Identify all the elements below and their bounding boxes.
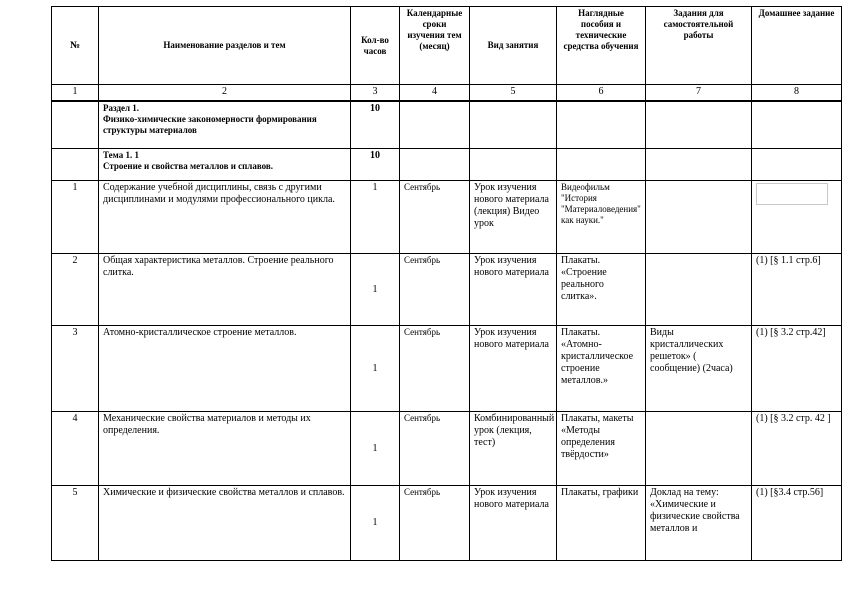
row-self: Доклад на тему: «Химические и физические свойства металлов и — [646, 486, 752, 561]
row-hours: 1 — [351, 412, 400, 486]
col-number: 4 — [400, 85, 470, 101]
row-aids: Плакаты. «Атомно-кристаллическое строение металлов.» — [557, 326, 646, 412]
section-row — [52, 101, 842, 149]
section-title: Раздел 1. — [103, 102, 140, 113]
row-home — [752, 181, 842, 254]
row-home: (1) [§3.4 стр.56] — [752, 486, 842, 561]
col-number: 3 — [351, 85, 400, 101]
row-home: (1) [§ 3.2 стр. 42 ] — [752, 412, 842, 486]
row-name: Общая характеристика металлов. Строение реального слитка. — [99, 254, 351, 326]
row-self — [646, 181, 752, 254]
row-type: Урок изучения нового материала — [470, 326, 557, 412]
row-self: Виды кристаллических решеток» ( сообщение) (2часа) — [646, 326, 752, 412]
header-self: Задания для самостоятельной работы — [646, 7, 752, 85]
col-number: 1 — [52, 85, 99, 101]
row-month: Сентябрь — [400, 254, 470, 326]
row-number: 5 — [52, 486, 99, 561]
row-hours: 1 — [351, 326, 400, 412]
table-row — [52, 412, 842, 486]
row-type: Урок изучения нового материала (лекция) Видео урок — [470, 181, 557, 254]
col-number: 2 — [99, 85, 351, 101]
row-month: Сентябрь — [400, 412, 470, 486]
row-home: (1) [§ 3.2 стр.42] — [752, 326, 842, 412]
header-home: Домашнее задание — [752, 7, 842, 85]
section-cell — [99, 101, 351, 149]
row-aids: Плакаты, макеты «Методы определения твёрдости» — [557, 412, 646, 486]
topic-row — [52, 149, 842, 181]
row-aids: Плакаты. «Строение реального слитка». — [557, 254, 646, 326]
header-hours: Кол-во часов — [351, 7, 400, 85]
row-month: Сентябрь — [400, 181, 470, 254]
curriculum-table — [51, 6, 842, 561]
header-num: № — [52, 7, 99, 85]
row-hours: 1 — [351, 181, 400, 254]
row-month: Сентябрь — [400, 486, 470, 561]
row-hours: 1 — [351, 254, 400, 326]
column-number-row — [52, 85, 842, 101]
section-hours: 10 — [351, 101, 400, 149]
row-self — [646, 254, 752, 326]
row-type: Урок изучения нового материала — [470, 254, 557, 326]
row-name: Атомно-кристаллическое строение металлов. — [99, 326, 351, 412]
row-number: 4 — [52, 412, 99, 486]
row-self — [646, 412, 752, 486]
row-number: 3 — [52, 326, 99, 412]
row-hours: 1 — [351, 486, 400, 561]
row-name: Механические свойства материалов и методы их определения. — [99, 412, 351, 486]
col-number: 8 — [752, 85, 842, 101]
header-row — [52, 7, 842, 85]
row-name: Содержание учебной дисциплины, связь с другими дисциплинами и модулями профессионального цикла. — [99, 181, 351, 254]
row-month: Сентябрь — [400, 326, 470, 412]
table-row — [52, 326, 842, 412]
row-home: (1) [§ 1.1 стр.6] — [752, 254, 842, 326]
table-row — [52, 181, 842, 254]
table-row — [52, 254, 842, 326]
header-aids: Наглядные пособия и технические средства обучения — [557, 7, 646, 85]
topic-cell — [99, 149, 351, 181]
row-name: Химические и физические свойства металлов и сплавов. — [99, 486, 351, 561]
topic-title: Тема 1. 1 — [103, 150, 139, 160]
empty-text-box — [756, 183, 828, 205]
row-aids: Плакаты, графики — [557, 486, 646, 561]
topic-subtitle: Строение и свойства металлов и сплавов. — [103, 161, 274, 171]
row-type: Комбинированный урок (лекция, тест) — [470, 412, 557, 486]
col-number: 7 — [646, 85, 752, 101]
row-number: 1 — [52, 181, 99, 254]
topic-hours: 10 — [351, 149, 400, 181]
table-row — [52, 486, 842, 561]
col-number: 6 — [557, 85, 646, 101]
row-number: 2 — [52, 254, 99, 326]
header-month: Календарные сроки изучения тем (месяц) — [400, 7, 470, 85]
row-type: Урок изучения нового материала — [470, 486, 557, 561]
col-number: 5 — [470, 85, 557, 101]
header-type: Вид занятия — [470, 7, 557, 85]
section-subtitle: Физико-химические закономерности формирования структуры материалов — [103, 113, 317, 135]
header-name: Наименование разделов и тем — [99, 7, 351, 85]
row-aids: Видеофильм "История "Материаловедения" как науки." — [557, 181, 646, 254]
